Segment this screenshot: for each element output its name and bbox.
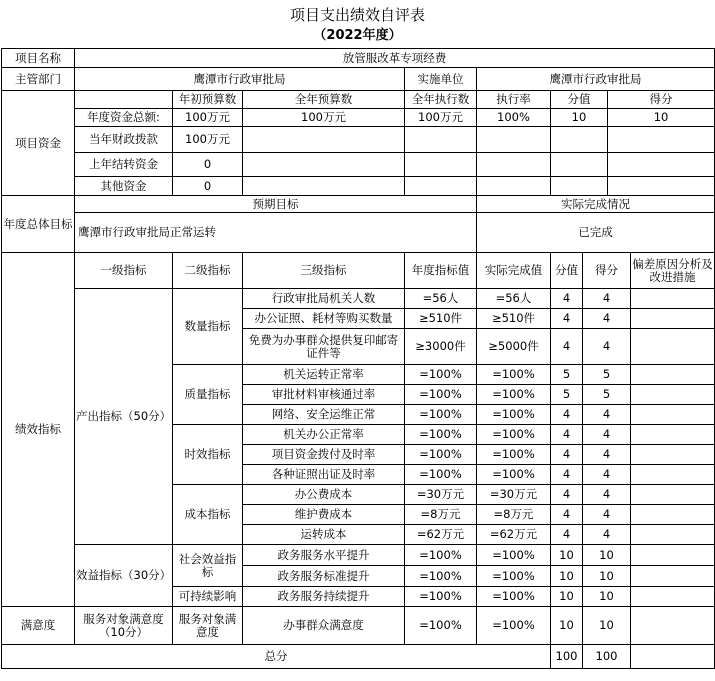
funds-header-executed: 全年执行数 <box>405 91 477 109</box>
goal-actual-value: 已完成 <box>477 213 715 253</box>
indicator-score: 10 <box>551 566 583 587</box>
perf-header-score: 分值 <box>551 253 583 289</box>
funds-header-score: 分值 <box>551 91 608 109</box>
timeliness-indicator-label: 时效指标 <box>173 425 243 485</box>
indicator-name: 行政审批局机关人数 <box>243 289 405 309</box>
goal-expected-label: 预期目标 <box>75 196 477 213</box>
funds-fiscal-initial: 100万元 <box>173 127 243 153</box>
goal-label: 年度总体目标 <box>2 196 75 253</box>
goal-actual-label: 实际完成情况 <box>477 196 715 213</box>
output-indicator-label: 产出指标（50分） <box>75 289 173 545</box>
indicator-score: 4 <box>551 465 583 485</box>
effect-indicator-label: 效益指标（30分） <box>75 545 173 607</box>
indicator-got: 10 <box>583 587 631 607</box>
indicator-got: 4 <box>583 505 631 525</box>
funds-total-annual: 100万元 <box>243 109 405 127</box>
indicator-got: 4 <box>583 445 631 465</box>
satisfaction-actual: =100% <box>477 607 551 645</box>
funds-total-label: 年度资金总额: <box>75 109 173 127</box>
indicator-target: =62万元 <box>405 525 477 545</box>
indicator-name: 维护费成本 <box>243 505 405 525</box>
project-name-label: 项目名称 <box>2 49 75 68</box>
indicator-actual: =100% <box>477 385 551 405</box>
funds-other-initial: 0 <box>173 177 243 196</box>
indicator-score: 10 <box>551 587 583 607</box>
funds-header-initial: 年初预算数 <box>173 91 243 109</box>
indicator-actual: =8万元 <box>477 505 551 525</box>
satisfaction-level1: 服务对象满意度（10分） <box>75 607 173 645</box>
perf-label: 绩效指标 <box>2 253 75 607</box>
funds-carryover-label: 上年结转资金 <box>75 153 173 177</box>
indicator-actual: =30万元 <box>477 485 551 505</box>
indicator-got: 10 <box>583 545 631 566</box>
indicator-actual: =100% <box>477 566 551 587</box>
indicator-target: =30万元 <box>405 485 477 505</box>
indicator-target: ≥3000件 <box>405 329 477 365</box>
indicator-actual: =100% <box>477 465 551 485</box>
indicator-name: 各种证照出证及时率 <box>243 465 405 485</box>
indicator-got: 4 <box>583 309 631 329</box>
indicator-actual: =100% <box>477 365 551 385</box>
indicator-target: =100% <box>405 365 477 385</box>
indicator-name: 机关运转正常率 <box>243 365 405 385</box>
page-title: 项目支出绩效自评表 <box>289 6 425 24</box>
indicator-name: 办公证照、耗材等购买数量 <box>243 309 405 329</box>
funds-total-rate: 100% <box>477 109 551 127</box>
perf-header-deviation: 偏差原因分析及改进措施 <box>631 253 715 289</box>
funds-label: 项目资金 <box>2 91 75 196</box>
perf-header-level2: 二级指标 <box>173 253 243 289</box>
funds-fiscal-label: 当年财政拨款 <box>75 127 173 153</box>
goal-expected-value: 鹰潭市行政审批局正常运转 <box>75 213 477 253</box>
indicator-actual: ≥5000件 <box>477 329 551 365</box>
indicator-actual: =100% <box>477 425 551 445</box>
indicator-got: 4 <box>583 425 631 445</box>
indicator-actual: =100% <box>477 405 551 425</box>
indicator-name: 政务服务水平提升 <box>243 545 405 566</box>
indicator-target: =100% <box>405 566 477 587</box>
indicator-score: 4 <box>551 329 583 365</box>
perf-header-level1: 一级指标 <box>75 253 173 289</box>
indicator-actual: ≥510件 <box>477 309 551 329</box>
indicator-name: 网络、安全运维正常 <box>243 405 405 425</box>
indicator-name: 审批材料审核通过率 <box>243 385 405 405</box>
indicator-name: 机关办公正常率 <box>243 425 405 445</box>
funds-total-executed: 100万元 <box>405 109 477 127</box>
indicator-score: 4 <box>551 485 583 505</box>
indicator-got: 5 <box>583 385 631 405</box>
indicator-got: 4 <box>583 329 631 365</box>
evaluation-table <box>1 48 715 669</box>
social-indicator-label: 社会效益指标 <box>173 545 243 587</box>
total-score: 100 <box>551 645 583 669</box>
funds-total-initial: 100万元 <box>173 109 243 127</box>
indicator-score: 4 <box>551 445 583 465</box>
project-name-value: 放管服改革专项经费 <box>75 49 715 68</box>
indicator-target: =100% <box>405 425 477 445</box>
indicator-score: 4 <box>551 525 583 545</box>
indicator-score: 4 <box>551 425 583 445</box>
funds-total-got: 10 <box>608 109 715 127</box>
indicator-name: 运转成本 <box>243 525 405 545</box>
indicator-target: =8万元 <box>405 505 477 525</box>
dept-label: 主管部门 <box>2 68 75 91</box>
indicator-target: =56人 <box>405 289 477 309</box>
indicator-got: 4 <box>583 525 631 545</box>
indicator-score: 5 <box>551 385 583 405</box>
perf-header-target: 年度指标值 <box>405 253 477 289</box>
funds-blank <box>75 91 173 109</box>
funds-other-label: 其他资金 <box>75 177 173 196</box>
indicator-name: 办公费成本 <box>243 485 405 505</box>
indicator-actual: =100% <box>477 445 551 465</box>
satisfaction-name: 办事群众满意度 <box>243 607 405 645</box>
indicator-name: 政务服务持续提升 <box>243 587 405 607</box>
indicator-name: 免费为办事群众提供复印邮寄证件等 <box>243 329 405 365</box>
funds-total-score: 10 <box>551 109 608 127</box>
perf-header-level3: 三级指标 <box>243 253 405 289</box>
cost-indicator-label: 成本指标 <box>173 485 243 545</box>
indicator-target: =100% <box>405 465 477 485</box>
indicator-actual: =100% <box>477 545 551 566</box>
satisfaction-got: 10 <box>583 607 631 645</box>
indicator-target: =100% <box>405 587 477 607</box>
indicator-got: 4 <box>583 289 631 309</box>
indicator-name: 项目资金拨付及时率 <box>243 445 405 465</box>
satisfaction-score: 10 <box>551 607 583 645</box>
indicator-name: 政务服务标准提升 <box>243 566 405 587</box>
satisfaction-target: =100% <box>405 607 477 645</box>
funds-header-rate: 执行率 <box>477 91 551 109</box>
perf-header-actual: 实际完成值 <box>477 253 551 289</box>
indicator-actual: =100% <box>477 587 551 607</box>
total-got: 100 <box>583 645 631 669</box>
indicator-got: 4 <box>583 465 631 485</box>
indicator-got: 5 <box>583 365 631 385</box>
indicator-score: 10 <box>551 545 583 566</box>
indicator-score: 4 <box>551 309 583 329</box>
indicator-target: =100% <box>405 445 477 465</box>
indicator-target: =100% <box>405 385 477 405</box>
indicator-got: 4 <box>583 485 631 505</box>
funds-header-annual: 全年预算数 <box>243 91 405 109</box>
indicator-score: 4 <box>551 405 583 425</box>
indicator-target: ≥510件 <box>405 309 477 329</box>
perf-header-got: 得分 <box>583 253 631 289</box>
dept-value: 鹰潭市行政审批局 <box>75 68 405 91</box>
impl-value: 鹰潭市行政审批局 <box>477 68 715 91</box>
satisfaction-level2: 服务对象满意度 <box>173 607 243 645</box>
funds-header-got: 得分 <box>608 91 715 109</box>
indicator-got: 4 <box>583 405 631 425</box>
total-label: 总分 <box>2 645 551 669</box>
indicator-score: 4 <box>551 505 583 525</box>
indicator-got: 10 <box>583 566 631 587</box>
indicator-target: =100% <box>405 545 477 566</box>
impl-label: 实施单位 <box>405 68 477 91</box>
satisfaction-label: 满意度 <box>2 607 75 645</box>
quantity-indicator-label: 数量指标 <box>173 289 243 365</box>
funds-carryover-initial: 0 <box>173 153 243 177</box>
indicator-target: =100% <box>405 405 477 425</box>
indicator-actual: =56人 <box>477 289 551 309</box>
page-subtitle: （2022年度） <box>313 28 402 43</box>
indicator-score: 4 <box>551 289 583 309</box>
sustain-indicator-label: 可持续影响 <box>173 587 243 607</box>
indicator-actual: =62万元 <box>477 525 551 545</box>
indicator-score: 5 <box>551 365 583 385</box>
quality-indicator-label: 质量指标 <box>173 365 243 425</box>
